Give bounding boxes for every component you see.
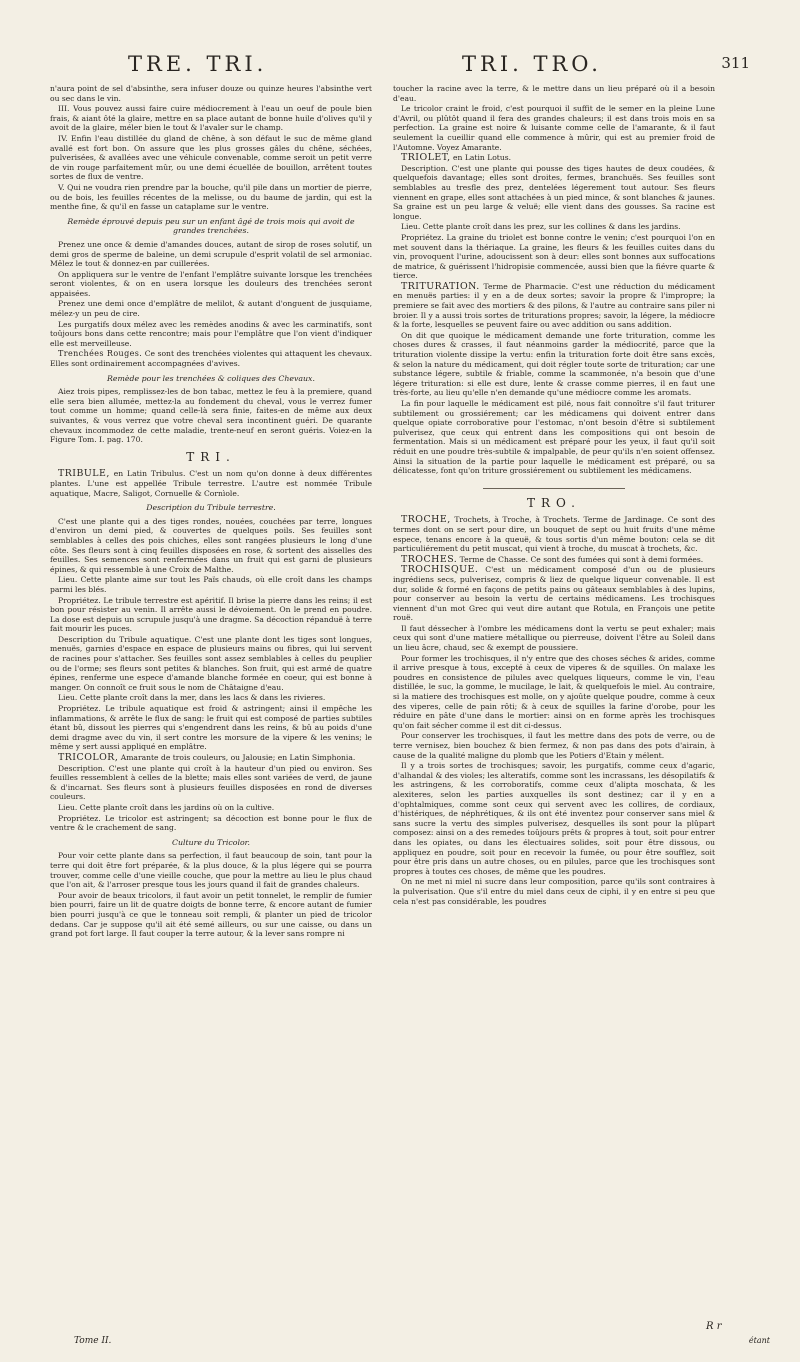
- paragraph: Lieu. Cette plante croît dans les prez, sur les collines & dans les jardins.: [401, 222, 681, 232]
- paragraph: Description. C'est une plante qui pousse des tiges hautes de deux coudées, & quelquefois davantage; elles sont droites, fermes, branchuës. Ses feuilles sont semblables au tresfle des prez, dentelées légerement tout autour. Ses fleurs viennent en grape, elles sont attachées à un pied mince, & sont blanches & jaunes. Sa graine est un peu large & veluë; elle vient dans des gousses. Sa racine est longue.: [393, 163, 715, 221]
- paragraph: [50, 469, 372, 498]
- paragraph: Description. C'est une plante qui croît à la hauteur d'un pied ou environ. Ses feuilles ressemblent à celles de la blette; mais elles sont variées de verd, de jaune & d'incarnat. Ses fleurs sont à plusieurs feuilles disposées en rond de diverses couleurs.: [50, 763, 372, 802]
- running-head-right: TRI. TRO.: [462, 52, 602, 76]
- running-head: [90, 52, 750, 78]
- paragraph: Lieu. Cette plante aime sur tout les Païs chauds, où elle croît dans les champs parmi les blés.: [50, 575, 372, 594]
- catchword: étant: [748, 1336, 770, 1345]
- paragraph: Propriétez. Le tribule terrestre est apéritif. Il brise la pierre dans les reins; il est bon pour résister au venin. Il arrête aussi le dévoiement. On le prend en poudre. La dose est depuis un scrupule jusqu'à une dragme. Sa décoction répanduë à terre fait mourir les puces.: [50, 595, 372, 634]
- entry-title: TRICOLOR,: [58, 752, 119, 763]
- paragraph: V. Qui ne voudra rien prendre par la bouche, qu'il pile dans un mortier de pierre, ou de bois, les feuilles récentes de la melisse, ou du baume de jardin, qui est la menthe fine, & qu'il en fasse un cataplame sur le ventre.: [50, 182, 372, 212]
- paragraph: [393, 565, 715, 623]
- paragraph: Description du Tribule aquatique. C'est une plante dont les tiges sont longues, menuës, garnies d'espace en espace de plusieurs mains ou fibres, qui lui servent de racines pour s'attacher. Ses feuilles sont assez semblables à celles du peuplier ou de l'orme; ses fleurs sont petites & blanches. Son fruit, qui est armé de quatre épines, renferme une espece d'amande blanche formée en coeur, qui est bonne à manger. On connoît ce fruit sous le nom de Châtaigne d'eau.: [50, 634, 372, 692]
- paragraph: [50, 349, 372, 368]
- entry-text: Ce sont des trenchées violentes qui attaquent les chevaux. Elles sont ordinairement accompagnées d'avives.: [50, 349, 372, 369]
- paragraph: IV. Enfin l'eau distillée du gland de chêne, à son défaut le suc de même gland avallé est fort bon. On assure que les plus grosses gâles du chêne, séchées, pulverisées, & avallées avec une véhicule convenable, comme seroit un petit verre de vin rouge parfaitement mûr, ou une demi écuellée de bouillon, arrêtent toutes sortes de flux de ventre.: [50, 133, 372, 182]
- running-head-left: TRE. TRI.: [128, 52, 268, 76]
- paragraph: Pour voir cette plante dans sa perfection, il faut beaucoup de soin, tant pour la terre qui doit être fort préparée, & la plus douce, & la plus légere qui se pourra trouver, comme celle d'une vieille couche, que pour la mettre au lieu le plus chaud que l'on ait, & l'arroser presque tous les jours quand il fait de grandes chaleurs.: [50, 851, 372, 890]
- paragraph: Prenez une once & demie d'amandes douces, autant de sirop de roses solutif, un demi gros de sperme de baleine, un demi scrupule d'esprit volatil de sel armoniac. Mêlez le tout & donnez-en par cuillerées.: [50, 239, 372, 269]
- paragraph: On appliquera sur le ventre de l'enfant l'emplâtre suivante lorsque les trenchées seront violentes, & on en usera lorsque les douleurs des trenchées seront appaisées.: [50, 269, 372, 298]
- subheading: Remède pour les trenchées & coliques des Chevaux.: [107, 373, 315, 383]
- paragraph: Lieu. Cette plante croît dans la mer, dans les lacs & dans les rivieres.: [58, 693, 326, 703]
- section-divider: [483, 488, 625, 489]
- subheading: Culture du Tricolor.: [172, 837, 250, 847]
- paragraph: C'est une plante qui a des tiges rondes, nouées, couchées par terre, longues d'environ un demi pied, & couvertes de quelques poils. Ses feuilles sont semblables à celles des pois chiches, elles sont rangées plusieurs le long d'une côte. Ses fleurs sont à cinq feuilles disposées en rose, & sortent des aisselles des feuilles. Ses semences sont renfermées dans un fruit qui est garni de plusieurs épines, & qui ressemble à une Croix de Malthe.: [50, 516, 372, 574]
- entry-text: en Latin Tribulus. C'est un nom qu'on donne à deux différentes plantes. L'une est appellée Tribule terrestre. L'autre est nommée Tribule aquatique, Macre, Saligot, Cornuelle & Cornìole.: [50, 469, 372, 498]
- paragraph: [393, 555, 715, 565]
- entry-title: TROCHE,: [401, 514, 451, 526]
- volume-signature: Tome II.: [74, 1336, 112, 1346]
- paragraph: Pour avoir de beaux tricolors, il faut avoir un petit tonnelet, le remplir de fumier bien pourri, faire un lit de quatre doigts de bonne terre, & encore autant de fumier bien pourri jusqu'à ce que le tonneau soit rempli, & planter un pied de tricolor dedans. Car je suppose qu'il ait été semé ailleurs, ou sur une caisse, ou dans un grand pot fort large. Il faut couper la terre autour, & la lever sans rompre ni: [50, 890, 372, 939]
- section-heading: TRI.: [186, 449, 236, 464]
- right-column: [393, 84, 715, 1324]
- entry-text: Terme de Chasse. Ce sont des fumées qui sont à demi formées.: [457, 554, 704, 564]
- gathering-signature: R r: [706, 1321, 722, 1332]
- section-heading: TRO.: [527, 495, 581, 510]
- paragraph: Il faut déssecher à l'ombre les médicamens dont la vertu se peut exhaler; mais ceux qui sont d'une matiere métallique ou pierreuse, doivent l'être au Soleil dans un lieu âcre, chaud, sec & exempt de poussiere.: [393, 623, 715, 653]
- subheading: Description du Tribule terrestre.: [146, 503, 276, 513]
- paragraph: Prenez une demi once d'emplâtre de melilot, & autant d'onguent de jusquiame, mélez-y un peu de cire.: [50, 299, 372, 319]
- paragraph: Propriétez. Le tricolor est astringent; sa décoction est bonne pour le flux de ventre & le crachement de sang.: [50, 813, 372, 833]
- page-number: 311: [721, 54, 750, 72]
- paragraph: Le tricolor craint le froid, c'est pourquoi il suffit de le semer en la pleine Lune d'Avril, ou plûtôt quand il fera des grandes chaleurs; il est dans trois mois en sa perfection. La graine est noire & luisante comme celle de l'amarante, & il faut seulement la cueillir quand elle commence à mûrir, qui est au premier froid de l'Automne. Voyez Amarante.: [393, 104, 715, 152]
- entry-term: Trenchées Rouges.: [58, 349, 143, 359]
- entry-text: Amarante de trois couleurs, ou Jalousie; en Latin Simphonia.: [118, 753, 356, 762]
- paragraph: Pour former les trochisques, il n'y entre que des choses séches & arides, comme il arrive presque à tous, excepté à ceux de viperes & de squilles. On malaxe les poudres en consistence de pilules avec quelques liqueurs, comme le vin, l'eau distillée, le suc, la gomme, le mucilage, le lait, & quelquefois le miel. Au contraire, si la matiere des trochisques est molle, on y ajoûte quelque poudre, comme à ceux des viperes, celle de pain rôti; & à ceux de squilles la farine d'orobe, pour les réduire en pâte d'une dans le mortier: ainsi on en forme après les trochisques qu'on fait sécher comme il est dit ci-dessus.: [393, 653, 715, 730]
- paragraph: [393, 153, 715, 163]
- subheading: Remède éprouvé depuis peu sur un enfant âgé de trois mois qui avoit de grandes trenchées.: [67, 216, 355, 236]
- entry-text: C'est un médicament composé d'un ou de plusieurs ingrédiens secs, pulverisez, compris & liez de quelque liqueur convenable. Il est dur, solide & formé en façons de petits pains ou gâteaux semblables à des lupins, pour conserver au besoin la vertu de certains médicamens. Les trochisques viennent d'un mot Grec qui veut dire autant que Rotula, en François une petite rouë.: [393, 565, 715, 623]
- paragraph: Aiez trois pipes, remplissez-les de bon tabac, mettez le feu à la premiere, quand elle sera bien allumée, mettez-la au fondement du cheval, vous le verrez fumer tout comme un homme; quand celle-là sera finie, faites-en de même aux deux suivantes, & vous verrez que votre cheval sera incontinent guéri. De quarante chevaux incommodez de cette maladie, trente-neuf en seront guéris. Voiez-en la Figure Tom. I. pag. 170.: [50, 387, 372, 445]
- paragraph: Il y a trois sortes de trochisques; savoir, les purgatifs, comme ceux d'agaric, d'alhandal & des violes; les alteratifs, comme sont les incrassans, les désopilatifs & les astringens, & les corroboratifs, comme ceux d'alipta moschata, & les alexiteres, selon les parties auxquelles ils sont destinez; car il y en a d'ophtalmiques, comme sont ceux qui servent avec les collires, de cordiaux, d'histériques, de néphrétiques, & ils ont été inventez pour conserver sans miel & sans sucre la vertu des simples pulverisez, desquelles ils sont pour la plûpart composez: ainsi on a des remedes toûjours prêts & propres à tout, soit pour entrer dans les opiates, ou dans les électuaires solides, soit pour être dissous, ou appliquez en poudre, soit pour en recevoir la fumée, ou pour être soufflez, soit pour être pris dans un autre choses, ou en pilules, parce que les trochisques sont propres à toutes ces choses, de même que les poudres.: [393, 761, 715, 876]
- entry-text: Terme de Pharmacie. C'est une réduction du médicament en menuës parties: il y en a de deux sortes; savoir la propre & l'impropre; la premiere se fait avec des mortiers & des pilons, & l'autre au contraire sans piler ni broier. Il y a aussi trois sortes de triturations propres; savoir, la légere, la médiocre & la forte, lesquelles se peuvent faire ou avec addition ou sans addition.: [393, 281, 715, 330]
- paragraph: On dit que quoique le médicament demande une forte trituration, comme les choses dures & crasses, il faut néanmoins garder la médiocrité, parce que la trituration violente dissipe la vertu: enfin la trituration forte doit être sans excès, & selon la nature du médicament, qui doit régler toute sorte de trituration; car une substance légere, subtile & friable, comme la scammonée, n'a besoin que d'une légere trituration: si elle est dure, lente & crasse comme pierres, il en faut une très-forte, au lieu qu'elle n'en demande qu'une médiocre comme les aromats.: [393, 330, 715, 398]
- paragraph: [50, 753, 372, 763]
- paragraph: Propriétez. Le tribule aquatique est froid & astringent; ainsi il empêche les inflammations, & arrête le flux de sang: le fruit qui est composé de parties subtiles étant bû, dissout les pierres qui s'engendrent dans les reins, & bû au poids d'une demi dragme avec du vin, il sert contre les morsure de la vipere & les venins; le même y sert aussi appliqué en emplâtre.: [50, 704, 372, 752]
- paragraph: On ne met ni miel ni sucre dans leur composition, parce qu'ils sont contraires à la pulverisation. Que s'il entre du miel dans ceux de ciphi, il y en entre si peu que cela n'est pas considérable, les poudres: [393, 877, 715, 906]
- paragraph: [393, 282, 715, 330]
- paragraph: III. Vous pouvez aussi faire cuire médiocrement à l'eau un oeuf de poule bien frais, & aiant ôté la glaire, mettre en sa place autant de bonne huile d'olives qu'il y avoit de la glaire, méler bien le tout & l'avaler sur le champ.: [50, 104, 372, 133]
- entry-text: Trochets, à Troche, à Trochets. Terme de Jardinage. Ce sont des termes dont on se sert pour dire, un bouquet de sept ou huit fruits d'une même espece, tenans encore à la queuë, & tous sortis d'un même bouton: cela se dit particuliérement du petit muscat, qui vient à troche, du muscat à trochets, &c.: [393, 515, 715, 554]
- paragraph: La fin pour laquelle le médicament est pilé, nous fait connoître s'il faut triturer subtilement ou grossiérement; car les médicamens qui doivent entrer dans quelque opiate corroborative pour l'estomac, n'ont besoin d'être si subtilement pulverisez, que ceux qui entrent dans les compositions qui ont besoin de fermentation. Mais si un médicament est préparé pour les yeux, il faut qu'il soit réduit en une poudre très-subtile & impalpable, de peur qu'ils n'en soient offensez. Ainsi la situation de la partie pour laquelle le médicament est préparé, ou sa délicatesse, font qu'on triture grossiérement ou subtilement les médicamens.: [393, 399, 715, 476]
- paragraph: Propriétez. La graine du triolet est bonne contre le venin; c'est pourquoi l'on en met souvent dans la thériaque. La graine, les fleurs & les feuilles cuites dans du vin, provoquent l'urine, adoucissent son à deur: elles sont bonnes aux suffocations de matrice, & guérissent l'hidropisie commencée, aussi bien que la fiévre quarte & tierce.: [393, 232, 715, 281]
- entry-title: TRIBULE,: [58, 468, 110, 480]
- paragraph: [393, 515, 715, 553]
- entry-title: TRIOLET,: [401, 152, 451, 164]
- entry-text: en Latin Lotus.: [450, 153, 512, 163]
- entry-title: TROCHISQUE.: [401, 564, 479, 576]
- paragraph: toucher la racine avec la terre, & le mettre dans un lieu préparé où il a besoin d'eau.: [393, 84, 715, 103]
- paragraph: Pour conserver les trochisques, il faut les mettre dans des pots de verre, ou de terre vernisez, bien bouchez & bien fermez, & non pas dans des pots d'airain, à cause de la qualité maligne du plomb que les Potiers d'Etain y mélent.: [393, 731, 715, 760]
- paragraph: Les purgatifs doux mélez avec les remèdes anodins & avec les carminatifs, sont toûjours bons dans cette rencontre; mais pour l'emplâtre que l'on vient d'indiquer elle est merveilleuse.: [50, 319, 372, 348]
- left-column: [50, 84, 372, 1334]
- entry-title: TRITURATION.: [401, 280, 480, 292]
- paragraph: n'aura point de sel d'absinthe, sera infuser douze ou quinze heures l'absinthe vert ou sec dans le vin.: [50, 84, 372, 103]
- entry-title: TROCHES.: [401, 553, 458, 565]
- paragraph: Lieu. Cette plante croît dans les jardins où on la cultive.: [58, 802, 275, 812]
